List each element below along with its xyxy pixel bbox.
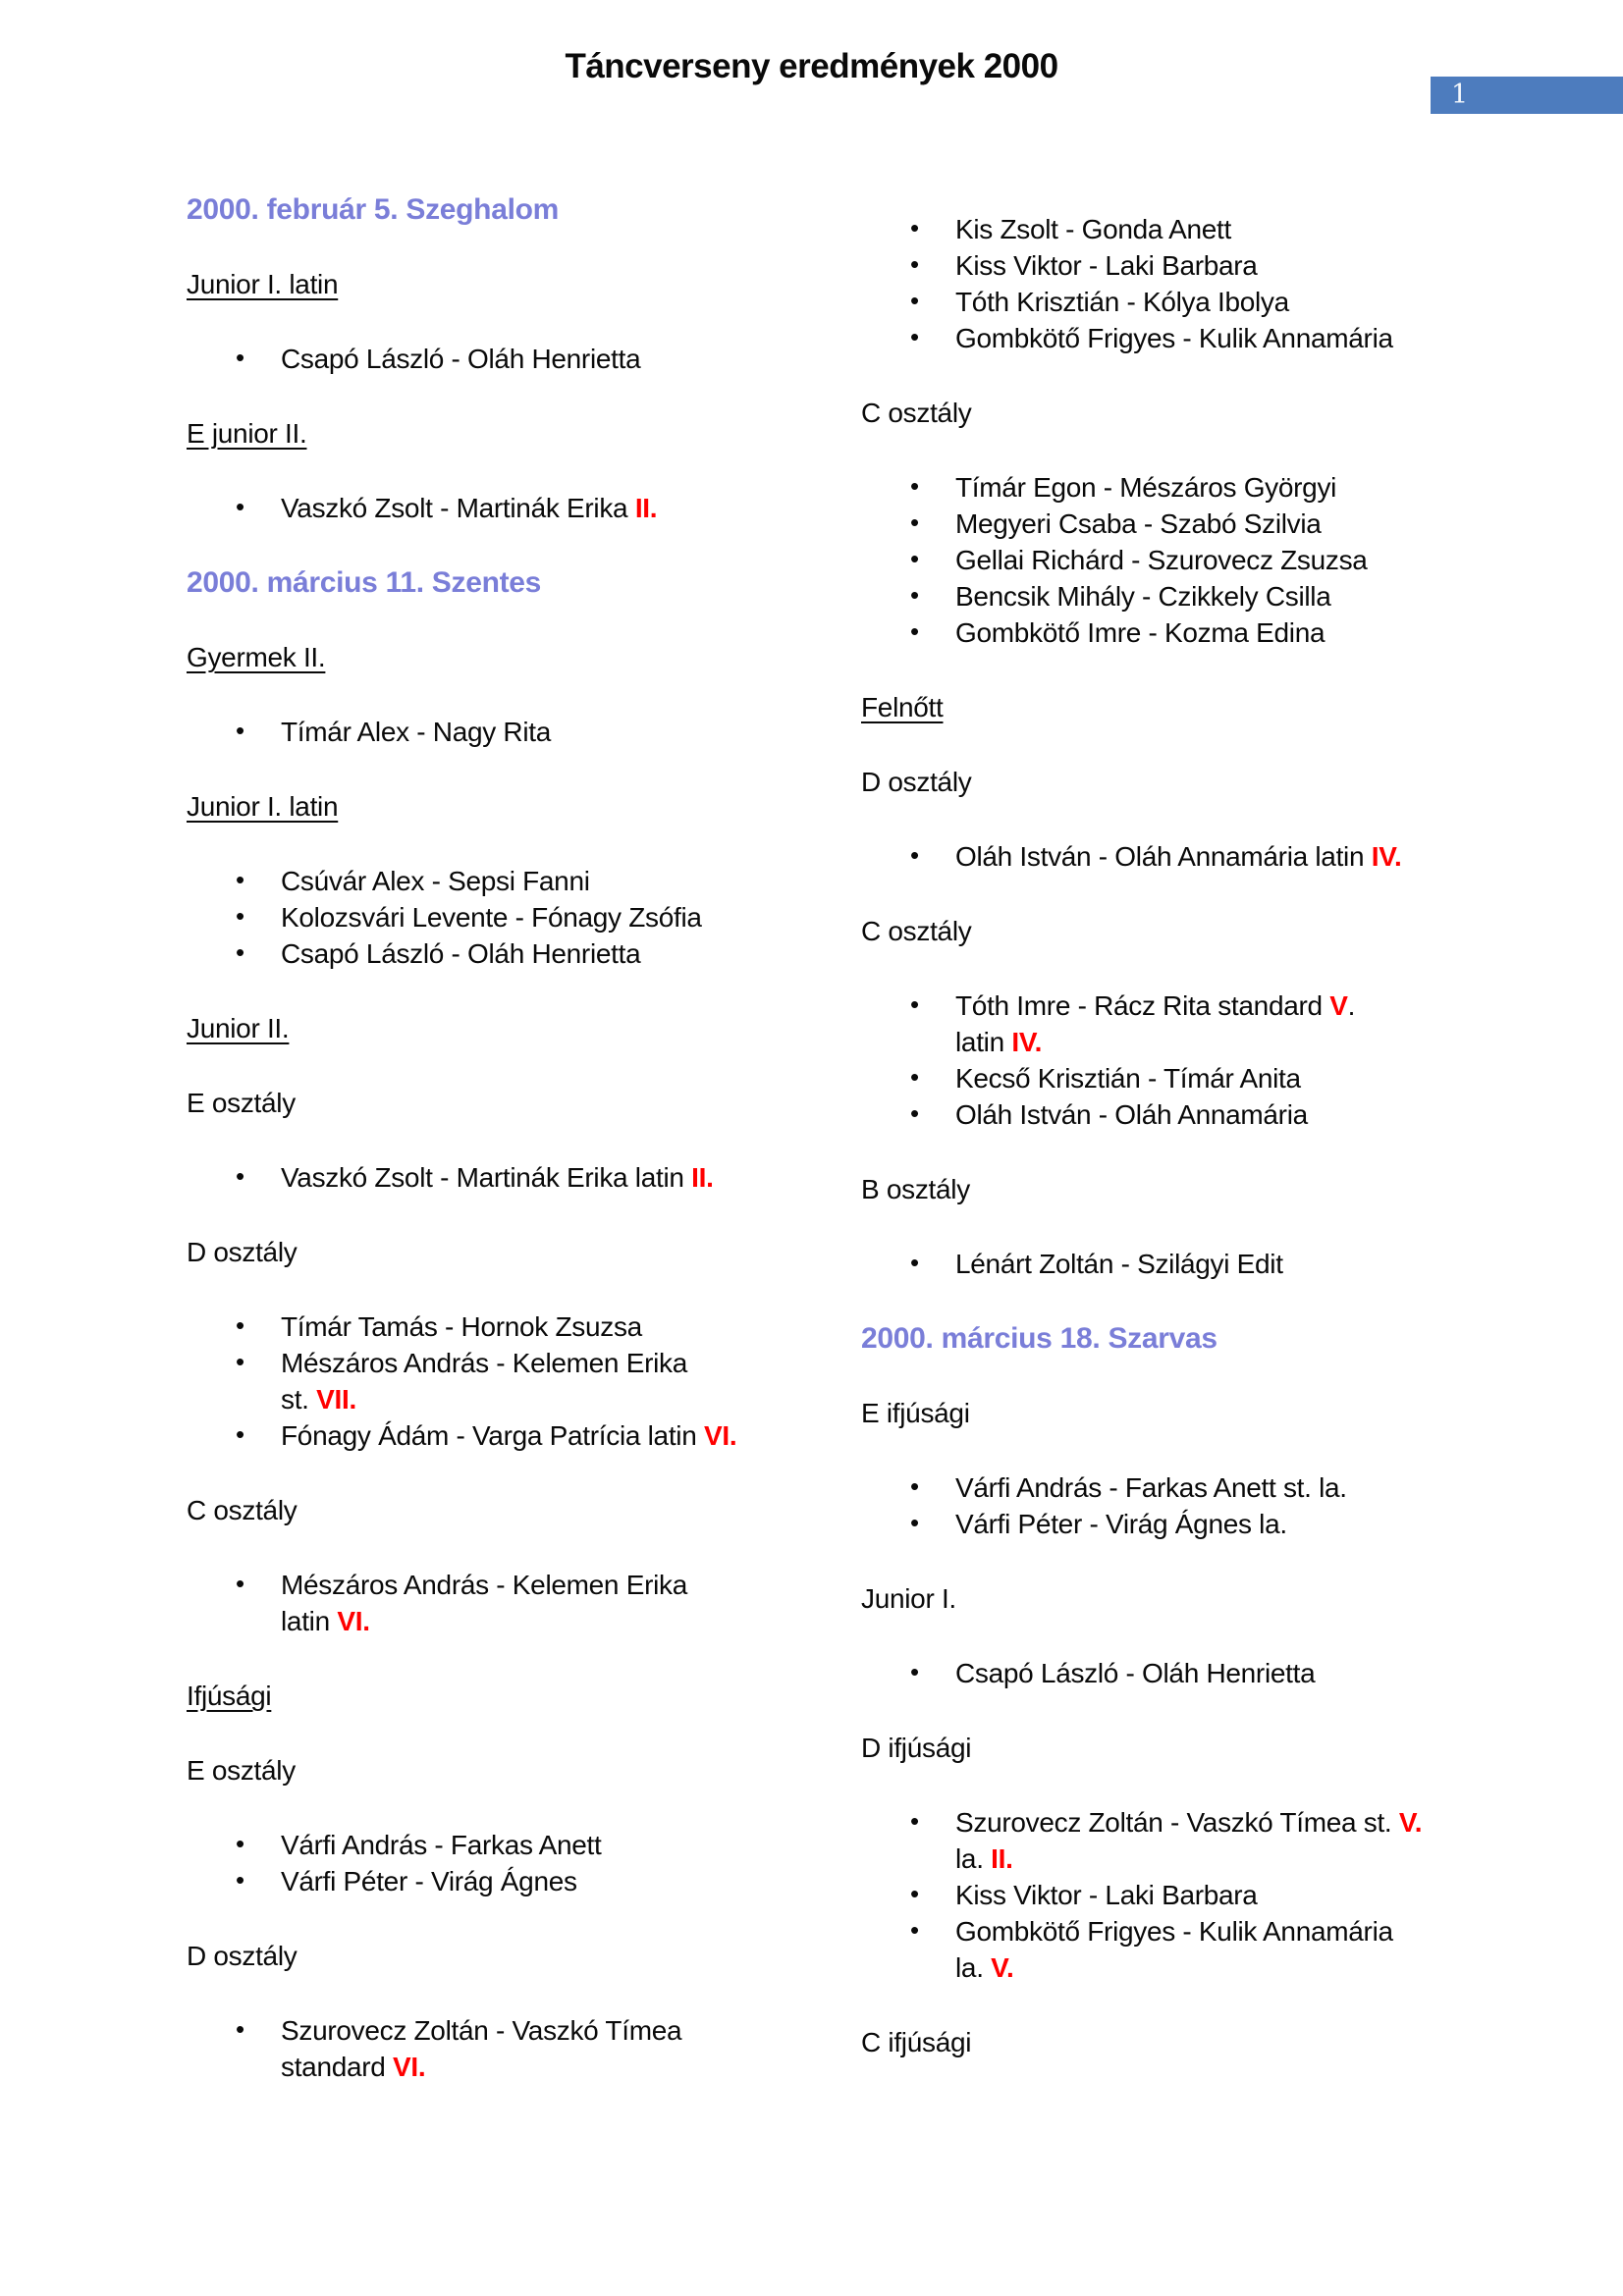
couple-names: la. [955,1952,992,1983]
bullet-icon: • [236,343,244,372]
couple-names: Tímár Egon - Mészáros Györgyi [955,472,1337,503]
results-list [187,1159,776,1196]
bullet-icon: • [910,580,919,610]
bullet-icon: • [910,1248,919,1277]
couple-names: Szurovecz Zoltán - Vaszkó Tímea st. [955,1807,1399,1838]
bullet-icon: • [910,1879,919,1908]
results-list [187,1308,776,1454]
bullet-icon: • [910,544,919,573]
result-item [861,1877,1450,1913]
class-subheading: D ifjúsági [861,1733,972,1763]
placement-value: V. [1398,1807,1423,1838]
result-item [187,1345,776,1417]
couple-names: Vaszkó Zsolt - Martinák Erika [281,493,635,523]
document-body [187,191,1450,2123]
result-item [861,1913,1450,1986]
result-item [187,714,776,750]
result-item [861,1096,1450,1133]
results-list [187,341,776,377]
couple-names: Gellai Richárd - Szurovecz Zsuzsa [955,545,1368,575]
placement-value: II. [991,1843,1013,1874]
bullet-icon: • [910,213,919,242]
bullet-icon: • [910,1471,919,1501]
result-item [861,1060,1450,1096]
results-list [861,1246,1450,1282]
bullet-icon: • [236,1569,244,1598]
couple-names: Várfi András - Farkas Anett [281,1830,602,1860]
result-item [861,211,1450,247]
result-item [187,1417,776,1454]
couple-names: Várfi András - Farkas Anett st. la. [955,1472,1347,1503]
bullet-icon: • [910,1098,919,1128]
bullet-icon: • [910,507,919,537]
bullet-icon: • [236,1865,244,1895]
result-item [861,838,1450,875]
results-list [861,988,1450,1133]
results-list [861,1469,1450,1542]
couple-names: Oláh István - Oláh Annamária latin [955,841,1372,872]
result-item [187,341,776,377]
couple-names: Várfi Péter - Virág Ágnes [281,1866,577,1896]
couple-names: Gombkötő Imre - Kozma Edina [955,617,1325,648]
placement-value: VI. [703,1420,737,1451]
results-list [861,211,1450,356]
class-subheading: E osztály [187,1088,296,1118]
placement-value: II. [691,1162,714,1193]
result-item [861,284,1450,320]
left-column [187,191,776,2123]
result-item [861,988,1450,1060]
result-item [861,614,1450,651]
bullet-icon: • [910,616,919,646]
placement-value: IV. [1371,841,1402,872]
category-heading: Junior II. [187,1013,290,1043]
result-item [861,1246,1450,1282]
results-list [861,469,1450,651]
result-item [861,578,1450,614]
results-list [187,714,776,750]
result-item [187,1567,776,1639]
bullet-icon: • [910,840,919,870]
couple-names: Mészáros András - Kelemen Erika [281,1570,687,1600]
results-list [861,1655,1450,1691]
couple-names: Tóth Krisztián - Kólya Ibolya [955,287,1289,317]
placement-value: IV. [1011,1027,1043,1057]
bullet-icon: • [236,1347,244,1376]
couple-names: latin [955,1027,1012,1057]
class-subheading: C osztály [187,1495,298,1525]
result-item [187,899,776,935]
couple-names: Tóth Imre - Rácz Rita standard [955,990,1330,1021]
bullet-icon: • [236,901,244,931]
bullet-icon: • [236,716,244,745]
result-item [861,320,1450,356]
category-heading: Junior I. latin [187,269,339,299]
couple-names: Gombkötő Frigyes - Kulik Annamária [955,323,1393,353]
result-item [861,542,1450,578]
result-item [861,506,1450,542]
result-item [861,1469,1450,1506]
result-item [187,1308,776,1345]
bullet-icon: • [236,1161,244,1191]
couple-names: standard [281,2052,394,2082]
couple-names: Szurovecz Zoltán - Vaszkó Tímea [281,2015,682,2046]
class-subheading: D osztály [861,767,972,797]
couple-names: Kis Zsolt - Gonda Anett [955,214,1232,244]
bullet-icon: • [910,1657,919,1686]
bullet-icon: • [236,1829,244,1858]
placement-value: V [1329,990,1348,1021]
results-list [861,838,1450,875]
couple-names: Mészáros András - Kelemen Erika [281,1348,687,1378]
results-list [187,490,776,526]
result-item [861,469,1450,506]
couple-names: Vaszkó Zsolt - Martinák Erika latin [281,1162,692,1193]
class-subheading: D osztály [187,1237,298,1267]
couple-names: Tímár Alex - Nagy Rita [281,717,552,747]
bullet-icon: • [910,249,919,279]
couple-names: Oláh István - Oláh Annamária [955,1099,1308,1130]
category-heading: E junior II. [187,418,307,449]
page-number-badge [1431,77,1623,114]
result-item [187,1827,776,1863]
result-item [187,490,776,526]
class-subheading: C ifjúsági [861,2027,972,2057]
result-item [187,935,776,972]
event-date-heading: 2000. február 5. Szeghalom [187,193,560,226]
placement-value: VII. [316,1384,356,1415]
couple-names: Gombkötő Frigyes - Kulik Annamária [955,1916,1393,1947]
right-column [861,191,1450,2099]
bullet-icon: • [910,1915,919,1945]
results-list [187,863,776,972]
couple-names: Megyeri Csaba - Szabó Szilvia [955,508,1322,539]
event-date-heading: 2000. március 11. Szentes [187,566,542,599]
page-number: 1 [1451,80,1469,110]
bullet-icon: • [910,1508,919,1537]
category-heading: Junior I. latin [187,791,339,822]
couple-names: Kiss Viktor - Laki Barbara [955,1880,1258,1910]
bullet-icon: • [236,492,244,521]
results-list [187,1827,776,1899]
bullet-icon: • [236,1419,244,1449]
class-subheading: B osztály [861,1174,970,1204]
couple-names: Kecső Krisztián - Tímár Anita [955,1063,1301,1094]
couple-names: Bencsik Mihály - Czikkely Csilla [955,581,1331,612]
class-subheading: D osztály [187,1941,298,1971]
bullet-icon: • [910,989,919,1019]
couple-names: latin [281,1606,338,1636]
results-list [187,2012,776,2085]
placement-value: V. [991,1952,1014,1983]
result-item [861,1506,1450,1542]
result-item [861,1804,1450,1877]
bullet-icon: • [236,2014,244,2044]
result-item [861,1655,1450,1691]
category-heading: Gyermek II. [187,642,326,672]
results-list [861,1804,1450,1986]
placement-value: II. [634,493,658,523]
result-item [187,863,776,899]
class-subheading: E ifjúsági [861,1398,970,1428]
couple-names: Csúvár Alex - Sepsi Fanni [281,866,590,896]
result-item [187,1863,776,1899]
bullet-icon: • [910,1062,919,1092]
page-title: Táncverseny eredmények 2000 [565,47,1058,85]
class-subheading: C osztály [861,916,972,946]
result-item [861,247,1450,284]
bullet-icon: • [236,937,244,967]
results-list [187,1567,776,1639]
class-subheading: Junior I. [861,1583,956,1614]
result-item [187,1159,776,1196]
couple-names: la. [955,1843,992,1874]
bullet-icon: • [236,1310,244,1340]
couple-names: Várfi Péter - Virág Ágnes la. [955,1509,1287,1539]
couple-names: . [1347,990,1356,1021]
couple-names: Fónagy Ádám - Varga Patrícia latin [281,1420,704,1451]
result-item [187,2012,776,2085]
class-subheading: E osztály [187,1755,296,1786]
couple-names: Csapó László - Oláh Henrietta [281,344,641,374]
couple-names: st. [281,1384,317,1415]
bullet-icon: • [910,286,919,315]
category-heading: Felnőtt [861,692,944,722]
couple-names: Kiss Viktor - Laki Barbara [955,250,1258,281]
couple-names: Kolozsvári Levente - Fónagy Zsófia [281,902,702,933]
bullet-icon: • [910,322,919,351]
couple-names: Csapó László - Oláh Henrietta [281,938,641,969]
bullet-icon: • [910,471,919,501]
couple-names: Tímár Tamás - Hornok Zsuzsa [281,1311,642,1342]
couple-names: Lénárt Zoltán - Szilágyi Edit [955,1249,1283,1279]
placement-value: VI. [393,2052,426,2082]
event-date-heading: 2000. március 18. Szarvas [861,1322,1217,1355]
placement-value: VI. [337,1606,370,1636]
couple-names: Csapó László - Oláh Henrietta [955,1658,1316,1688]
bullet-icon: • [910,1806,919,1836]
bullet-icon: • [236,865,244,894]
class-subheading: C osztály [861,398,972,428]
category-heading: Ifjúsági [187,1681,272,1711]
